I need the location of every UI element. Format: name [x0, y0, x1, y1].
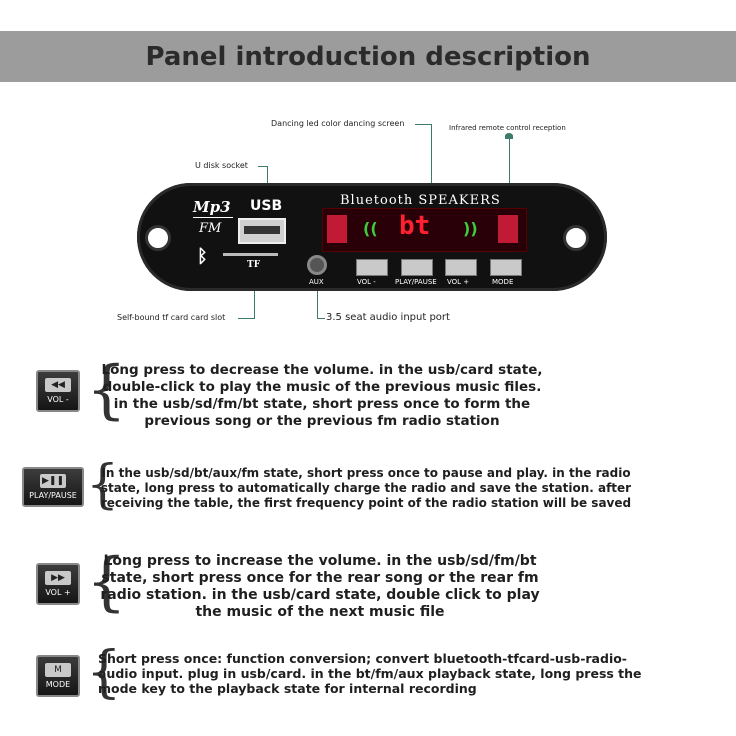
next-track-icon: ▶▶: [45, 571, 71, 585]
button-label: PLAY/PAUSE: [29, 491, 77, 500]
aux-jack[interactable]: [307, 255, 327, 275]
tf-card-slot[interactable]: [223, 253, 278, 256]
vol-plus-description: Long press to increase the volume. in the usb/sd/fm/bt state, short press once for the rear song or the rear fm radio station. in the usb/card state, double click to play the music of the next music file: [100, 553, 540, 620]
board-button-label: MODE: [492, 278, 514, 286]
led-left-bars: ((: [363, 219, 378, 238]
leader-line: [238, 318, 255, 319]
board-play-pause-button[interactable]: [401, 259, 433, 276]
vol-minus-button[interactable]: [36, 370, 80, 412]
board-button-label: VOL -: [357, 278, 376, 286]
led-left-block: [327, 215, 347, 243]
mount-hole-left: [145, 225, 171, 251]
usb-label: USB: [250, 198, 283, 214]
brace-icon: {: [86, 640, 122, 705]
callout-led-screen: Dancing led color dancing screen: [271, 119, 405, 128]
bluetooth-icon: ᛒ: [197, 246, 208, 267]
usb-port[interactable]: [238, 218, 286, 244]
button-label: VOL +: [45, 588, 71, 597]
board-mode-button[interactable]: [490, 259, 522, 276]
board-button-label: PLAY/PAUSE: [395, 278, 437, 286]
brace-icon: {: [86, 455, 120, 515]
mp3-board: [137, 183, 607, 291]
leader-line: [415, 124, 432, 125]
title-bar: [0, 31, 736, 82]
mode-icon: M: [45, 663, 71, 677]
play-pause-icon: ▶❚❚: [41, 476, 64, 486]
play-pause-description: In the usb/sd/bt/aux/fm state, short press once to pause and play. in the radio state, long press to automatically charge the radio and save the station. after receiving the table, the first frequency point of the radio station will be saved: [100, 466, 632, 510]
ir-sensor-icon: [505, 133, 513, 139]
vol-plus-button[interactable]: [36, 563, 80, 605]
page-title: Panel introduction description: [145, 41, 591, 72]
mode-description: Short press once: function conversion; convert bluetooth-tfcard-usb-radio-audio input. plug in usb/card. in the bt/fm/aux playback state, long press the mode key to the playback state for internal recording: [98, 651, 642, 696]
logo-divider: [193, 217, 233, 218]
logo-fm: FM: [199, 221, 222, 236]
led-text: bt: [399, 211, 431, 241]
button-label: MODE: [45, 680, 71, 689]
led-display: [322, 208, 527, 252]
brand-label: Bluetooth SPEAKERS: [340, 193, 501, 208]
callout-usb-socket: U disk socket: [195, 161, 248, 170]
aux-label: AUX: [309, 278, 324, 286]
mode-button[interactable]: [36, 655, 80, 697]
prev-track-icon: ◀◀: [45, 378, 71, 392]
tf-label: TF: [247, 260, 261, 270]
led-right-block: [498, 215, 518, 243]
board-vol-plus-button[interactable]: [445, 259, 477, 276]
leader-line: [317, 318, 325, 319]
callout-infrared: Infrared remote control reception: [449, 124, 566, 132]
board-button-label: VOL +: [447, 278, 470, 286]
brace-icon: {: [86, 353, 127, 427]
callout-aux: 3.5 seat audio input port: [326, 312, 450, 323]
button-label: VOL -: [47, 395, 69, 404]
led-right-bars: )): [463, 219, 478, 238]
callout-tf-slot: Self-bound tf card card slot: [117, 313, 226, 322]
mount-hole-right: [563, 225, 589, 251]
board-vol-minus-button[interactable]: [356, 259, 388, 276]
vol-minus-description: Long press to decrease the volume. in the usb/card state, double-click to play the music of the previous music files. in the usb/sd/fm/bt state, short press once to form the previous song or the previous fm radio station: [101, 362, 543, 429]
logo-mp3: Mp3: [193, 198, 231, 216]
play-pause-button[interactable]: [22, 467, 84, 507]
brace-icon: {: [86, 545, 127, 619]
